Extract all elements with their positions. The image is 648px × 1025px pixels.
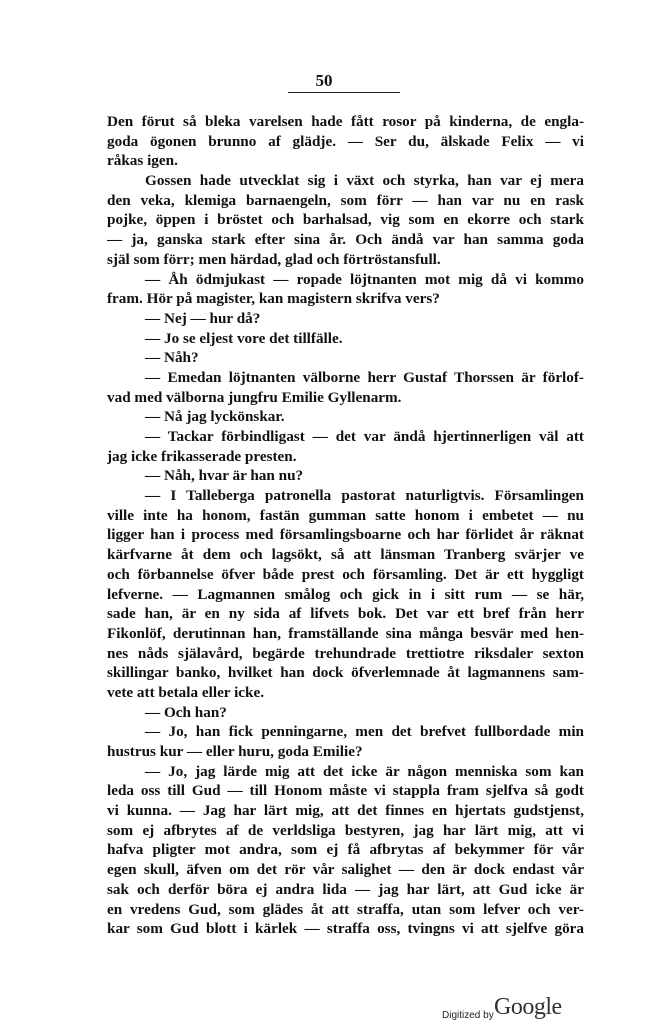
- text-line: — Och han?: [145, 703, 227, 721]
- text-line: den veka, klemiga barnaengeln, som förr — han var nu en rask: [107, 191, 584, 209]
- text-line: — Nå jag lyckönskar.: [145, 408, 285, 426]
- text-line: — Jo, jag lärde mig att det icke är någon menniska som kan: [145, 762, 584, 780]
- text-line: jag icke frikasserade presten.: [107, 447, 297, 465]
- text-line: Gossen hade utvecklat sig i växt och styrka, han var ej mera: [145, 172, 584, 190]
- text-line: vi kunna. — Jag har lärt mig, att det finnes en hjertats gudstjenst,: [107, 802, 584, 820]
- text-line: vad med välborna jungfru Emilie Gyllenarm.: [107, 388, 402, 406]
- text-line: sak och derför böra ej andra lida — jag har lärt, att Gud icke är: [107, 880, 584, 898]
- text-line: — Tackar förbindligast — det var ändå hjertinnerligen väl att: [145, 428, 584, 445]
- text-line: lefverne. — Lagmannen smålog och gick in i sitt rum — se här,: [107, 585, 584, 603]
- google-logo: Google: [494, 994, 562, 1020]
- text-line: en vredens Gud, som glädes åt att straffa, utan som lefver och ver-: [107, 900, 584, 918]
- text-line: — I Talleberga patronella pastorat naturligtvis. Församlingen: [145, 487, 584, 505]
- text-line: sade han, är en ny sida af lifvets bok. Det var ett bref från herr: [107, 605, 584, 623]
- text-line: själ som förr; men härdad, glad och förtröstansfull.: [107, 250, 441, 268]
- text-line: — Åh ödmjukast — ropade löjtnanten mot mig då vi kommo: [145, 270, 584, 288]
- text-line: råkas igen.: [107, 152, 178, 170]
- text-line: leda oss till Gud — till Honom måste vi stappla fram sjelfva så godt: [107, 782, 584, 800]
- text-line: — Jo se eljest vore det tillfälle.: [145, 329, 343, 347]
- text-line: Den förut så bleka varelsen hade fått rosor på kinderna, de engla-: [107, 113, 584, 130]
- text-line: ligger han i process med församlingsboarne och har förlidet år räknat: [107, 526, 584, 544]
- text-line: pojke, öppen i bröstet och barhalsad, vig som en ekorre och stark: [107, 211, 584, 229]
- body-text: [107, 112, 584, 939]
- text-line: vete att betala eller icke.: [107, 683, 265, 701]
- text-line: nes nåds själavård, begärde trehundrade trettiotre riksdaler sexton: [107, 644, 584, 662]
- text-line: — Nej — hur då?: [145, 309, 261, 327]
- text-line: ville inte ha honom, fastän gumman satte honom i embetet — nu: [107, 506, 584, 524]
- text-line: hustrus kur — eller huru, goda Emilie?: [107, 743, 363, 760]
- page-number: 50: [315, 71, 333, 90]
- text-line: skillingar banko, hvilket han dock öfverlemnade åt lagmannens sam-: [107, 664, 584, 682]
- text-line: hafva pligter mot andra, som ej få afbrytas af bekymmer för vår: [107, 841, 584, 859]
- text-line: — Jo, han fick penningarne, men det brefvet fullbordade min: [145, 723, 584, 741]
- text-line: kärfvarne åt dem och lagsökt, så att länsman Tranberg svärjer ve: [107, 546, 584, 564]
- text-line: — Nåh?: [145, 349, 199, 367]
- text-line: — Emedan löjtnanten välborne herr Gustaf Thorssen är förlof-: [145, 368, 584, 386]
- text-line: kar som Gud blott i kärlek — straffa oss, tvingns vi att sjelfve göra: [107, 920, 584, 938]
- text-line: — Nåh, hvar är han nu?: [145, 467, 304, 485]
- text-line: goda ögonen brunno af glädje. — Ser du, älskade Felix — vi: [107, 132, 584, 150]
- header-rule: [288, 92, 400, 93]
- digitized-label: Digitized by: [442, 1010, 494, 1021]
- text-line: som ej afbrytes af de verldsliga bestyren, jag har lärt mig, att vi: [107, 821, 584, 839]
- text-line: egen skull, äfven om det rör vår salighet — den är dock endast vår: [107, 861, 584, 879]
- text-line: fram. Hör på magister, kan magistern skrifva vers?: [107, 290, 440, 308]
- text-line: — ja, ganska stark efter sina år. Och ändå var han samma goda: [107, 231, 584, 249]
- text-line: Fikonlöf, derutinnan han, framställande sina många besvär med hen-: [107, 624, 584, 642]
- text-line: och förbannelse öfver både prest och församling. Det är ett hyggligt: [107, 565, 584, 583]
